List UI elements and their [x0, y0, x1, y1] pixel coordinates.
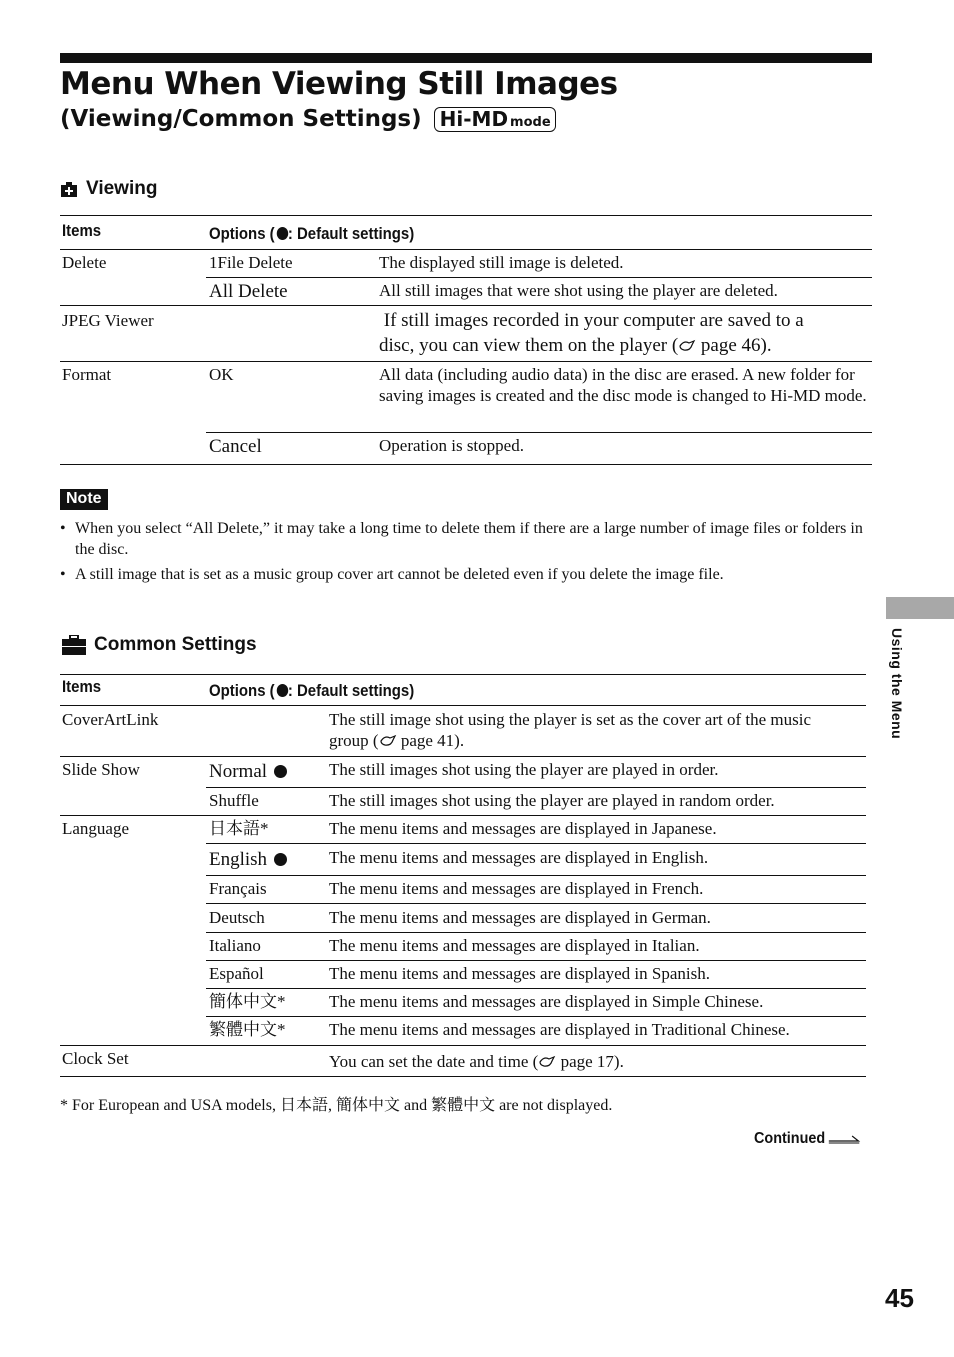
item-clock-set: Clock Set: [62, 1049, 129, 1068]
items-header: Items: [62, 677, 102, 696]
option-shuffle: Shuffle: [209, 791, 259, 810]
option-description: The menu items and messages are displayed in Simple Chinese.: [329, 992, 764, 1011]
table-rule: [206, 903, 866, 904]
common-settings-heading-row: [62, 634, 257, 656]
table-rule: [206, 432, 872, 433]
default-dot-icon: [276, 684, 287, 697]
table-rule: [206, 843, 866, 844]
page-subtitle-row: [60, 106, 556, 132]
desc-text-tail: page 17).: [556, 1052, 624, 1071]
table-rule: [206, 1016, 866, 1017]
option-description-line2: [329, 730, 464, 751]
table-rule: [60, 674, 866, 675]
options-header-text: Options (: [209, 681, 275, 700]
desc-text-tail: page 46).: [696, 335, 772, 356]
page-number: 45: [885, 1283, 914, 1313]
option-simple-chinese: 簡体中文*: [209, 992, 286, 1011]
option-spanish: Español: [209, 964, 264, 983]
item-language: Language: [62, 819, 130, 838]
option-description: The menu items and messages are displayed in Italian.: [329, 936, 700, 955]
option-ok: OK: [209, 365, 234, 384]
options-header: [209, 224, 414, 244]
note-label: Note: [60, 489, 108, 510]
option-description: The menu items and messages are displayed in German.: [329, 908, 711, 927]
desc-text: You can set the date and time (: [329, 1052, 539, 1071]
option-english: [209, 849, 287, 870]
option-description: The menu items and messages are displayed in Traditional Chinese.: [329, 1020, 790, 1039]
continued-marker: [754, 1130, 861, 1148]
table-rule: [60, 361, 872, 362]
table-rule: [206, 875, 866, 876]
table-rule: [60, 305, 872, 306]
table-rule: [206, 932, 866, 933]
page-reference-icon: [538, 1055, 556, 1068]
desc-text: group (: [329, 731, 379, 750]
page-title: Menu When Viewing Still Images: [60, 66, 618, 102]
table-rule: [60, 756, 866, 757]
option-french: Français: [209, 879, 267, 898]
table-rule: [206, 960, 866, 961]
table-rule: [206, 277, 872, 278]
hi-md-mode-badge: [434, 107, 556, 132]
option-all-delete: All Delete: [209, 281, 288, 302]
item-slide-show: Slide Show: [62, 760, 140, 779]
option-description: The menu items and messages are displayed in English.: [329, 848, 709, 867]
continued-arrow-icon: [829, 1134, 861, 1144]
footnote: * For European and USA models, 日本語, 簡体中文 and 繁體中文 are not displayed.: [60, 1097, 613, 1114]
badge-mode-text: mode: [510, 114, 551, 130]
option-description: The displayed still image is deleted.: [379, 253, 624, 272]
side-tab-label: Using the Menu: [889, 628, 905, 740]
table-rule: [60, 464, 872, 465]
common-settings-heading: Common Settings: [94, 634, 257, 655]
option-label: Normal: [209, 761, 268, 782]
default-dot-icon: [274, 853, 287, 866]
option-label: English: [209, 849, 268, 870]
options-header-tail: : Default settings): [287, 224, 415, 243]
option-traditional-chinese: 繁體中文*: [209, 1020, 286, 1039]
continued-label: Continued: [754, 1130, 826, 1147]
table-rule: [60, 1045, 866, 1046]
option-description: The menu items and messages are displayed in French.: [329, 879, 704, 898]
item-coverartlink: CoverArtLink: [62, 710, 159, 729]
option-description: All data (including audio data) in the disc are erased. A new folder for saving images is created and the disc mode is changed to Hi-MD mode.: [379, 365, 867, 405]
item-delete: Delete: [62, 253, 107, 272]
option-description: The still images shot using the player are played in order.: [329, 760, 719, 779]
option-description: The still image shot using the player is set as the cover art of the music: [329, 710, 812, 729]
table-rule: [60, 249, 872, 250]
option-normal: [209, 761, 287, 782]
option-description: The menu items and messages are displayed in Spanish.: [329, 964, 710, 983]
option-italian: Italiano: [209, 936, 261, 955]
badge-main-text: Hi-MD: [439, 106, 509, 131]
table-rule: [60, 1076, 866, 1077]
option-description: Operation is stopped.: [379, 436, 524, 455]
option-1file-delete: 1File Delete: [209, 253, 293, 272]
table-rule: [206, 988, 866, 989]
desc-text: disc, you can view them on the player (: [379, 335, 679, 356]
viewing-menu-icon: [60, 180, 78, 198]
page-subtitle: (Viewing/Common Settings): [60, 106, 422, 132]
table-rule: [60, 705, 866, 706]
item-format: Format: [62, 365, 112, 384]
options-header-tail: : Default settings): [287, 681, 415, 700]
option-description: All still images that were shot using the player are deleted.: [379, 281, 778, 300]
default-dot-icon: [274, 765, 287, 778]
desc-text-tail: page 41).: [396, 731, 465, 750]
table-rule: [60, 215, 872, 216]
option-description: The still images shot using the player are played in random order.: [329, 791, 775, 810]
page-reference-icon: [678, 339, 696, 352]
item-jpeg-viewer: JPEG Viewer: [62, 311, 154, 330]
default-dot-icon: [276, 227, 287, 240]
common-settings-toolbox-icon: [62, 635, 86, 655]
viewing-heading: Viewing: [86, 178, 158, 199]
option-description: [329, 1051, 624, 1072]
table-rule: [206, 787, 866, 788]
table-rule: [60, 815, 866, 816]
option-description: If still images recorded in your computer are saved to a: [379, 310, 804, 331]
options-header: [209, 681, 414, 701]
viewing-heading-row: [60, 178, 157, 200]
note-bullet: • A still image that is set as a music group cover art cannot be deleted even if you delete the image file.: [60, 564, 866, 585]
option-german: Deutsch: [209, 908, 265, 927]
side-tab-marker: [886, 597, 954, 619]
options-header-text: Options (: [209, 224, 275, 243]
option-description-line2: [379, 335, 772, 356]
option-description: The menu items and messages are displayed in Japanese.: [329, 819, 717, 838]
note-bullet: • When you select “All Delete,” it may take a long time to delete them if there are a large number of image files or folders in the disc.: [60, 518, 866, 560]
option-japanese: 日本語*: [209, 819, 269, 838]
items-header: Items: [62, 221, 102, 240]
option-cancel: Cancel: [209, 436, 262, 457]
page-reference-icon: [379, 734, 397, 747]
title-bar-rule: [60, 53, 872, 63]
